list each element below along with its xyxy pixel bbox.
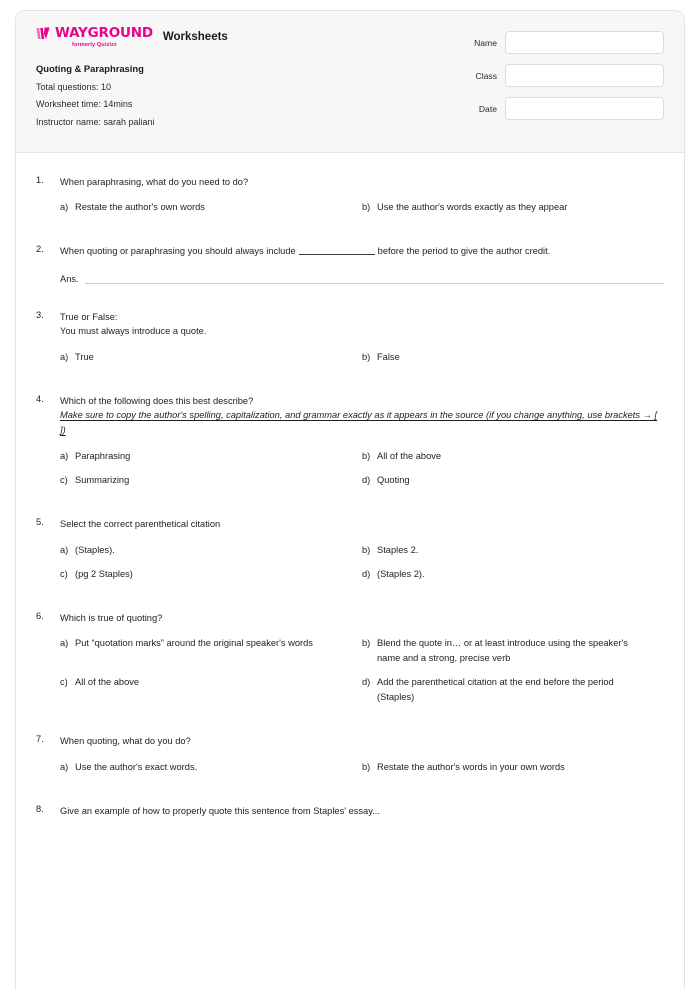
option-letter: d) [362,475,371,486]
option-c[interactable] [60,675,362,705]
question-item [36,734,664,783]
class-label: Class [475,70,497,81]
option-text: Restate the author's own words [75,202,205,213]
total-questions: Total questions: 10 [36,81,112,92]
question-text: Which is true of quoting? [60,612,163,623]
question-options [60,636,664,714]
option-letter: d) [362,677,371,688]
option-text: Add the parenthetical citation at the end before the period (Staples) [377,677,614,703]
option-text: Paraphrasing [75,451,131,462]
option-text: Use the author's words exactly as they appear [377,202,568,213]
option-a[interactable] [60,543,362,558]
page-title: Worksheets [162,31,228,43]
question-number: 6. [36,610,44,621]
question-number: 7. [36,734,44,745]
question-number: 8. [36,803,44,814]
option-b[interactable] [362,636,664,666]
question-body [60,517,664,591]
option-text: Put “quotation marks” around the original speaker's words [75,638,313,649]
question-number: 1. [36,175,44,185]
worksheet-card [15,10,685,990]
worksheet-time: Worksheet time: 14mins [36,99,133,110]
option-b[interactable] [362,200,664,215]
option-b[interactable] [362,760,664,775]
option-text: All of the above [377,451,442,462]
option-letter: a) [60,451,69,462]
option-d[interactable] [362,473,664,488]
option-text: (Staples). [75,544,115,555]
question-text: Which of the following does this best describe? [60,395,254,406]
option-d[interactable] [362,567,664,582]
question-item [36,175,664,224]
option-letter: a) [60,544,69,555]
question-body [60,310,664,374]
question-text [60,244,664,258]
option-text: True [75,351,94,362]
answer-line[interactable] [85,273,664,284]
option-text: Use the author's exact words. [75,761,198,772]
question-item [36,394,664,498]
question-text-before: When quoting or paraphrasing you should always include [60,246,296,257]
logo-wordmark: WAYGROUND [55,25,153,41]
question-options [60,449,664,497]
wayground-logo[interactable] [36,27,153,49]
question-body [60,611,664,715]
instructor-name: Instructor name: sarah paliani [36,117,155,128]
question-item [36,611,664,715]
option-text: Staples 2. [377,544,419,555]
question-number: 2. [36,244,44,255]
option-c[interactable] [60,473,362,488]
question-options [60,543,664,591]
name-field-row [464,31,664,54]
question-text: Give an example of how to properly quote this sentence from Staples' essay... [60,805,380,816]
question-body [60,734,664,783]
option-d[interactable] [362,675,664,705]
option-b[interactable] [362,543,664,558]
option-a[interactable] [60,449,362,464]
option-a[interactable] [60,636,362,666]
question-options [60,760,664,784]
option-letter: b) [362,638,371,649]
option-text: Summarizing [75,475,130,486]
question-number: 5. [36,517,44,528]
questions-list [16,153,684,840]
option-letter: c) [60,568,68,579]
class-field-row [464,64,664,87]
option-letter: c) [60,677,68,688]
option-text: False [377,351,400,362]
worksheet-header [16,11,684,153]
name-label: Name [474,37,497,48]
question-body [60,804,664,818]
student-fields [464,31,664,130]
logo-top-row [36,27,153,41]
option-text: (pg 2 Staples) [75,568,133,579]
option-text: Restate the author's words in your own words [377,761,565,772]
question-item [36,310,664,374]
option-letter: b) [362,451,371,462]
question-text-after: before the period to give the author credit. [377,246,551,257]
question-quote: Make sure to copy the author's spelling, capitalization, and grammar exactly as it appears in the source (if you change anything, use brackets → [ ]) [60,410,658,436]
question-number: 4. [36,393,44,404]
option-letter: a) [60,761,69,772]
date-label: Date [478,103,497,114]
option-letter: a) [60,351,69,362]
logo-subtitle: formerly Quizizz [72,42,117,48]
wayground-logo-icon [36,27,52,40]
option-letter: c) [60,475,68,486]
question-subtext: You must always introduce a quote. [60,326,207,337]
answer-label: Ans. [60,273,79,284]
question-text: When paraphrasing, what do you need to do? [60,177,249,187]
question-body [60,175,664,224]
option-letter: b) [362,761,371,772]
date-field-row [464,97,664,120]
question-options [60,200,664,224]
option-letter: d) [362,568,371,579]
option-letter: b) [362,202,371,213]
option-b[interactable] [362,350,664,365]
option-text: (Staples 2). [377,568,425,579]
option-letter: b) [362,351,371,362]
worksheet-title: Quoting & Paraphrasing [36,62,144,74]
option-text: Blend the quote in… or at least introduce using the speaker's name and a strong, precise verb [377,638,628,664]
question-item [36,244,664,283]
question-number: 3. [36,309,44,320]
question-item [36,517,664,591]
name-input[interactable] [505,31,664,54]
question-options [60,350,664,374]
option-c[interactable] [60,567,362,582]
option-a[interactable] [60,760,362,775]
option-letter: a) [60,638,69,649]
question-body [60,394,664,498]
question-text: Select the correct parenthetical citation [60,519,221,530]
option-a[interactable] [60,200,362,215]
question-text: When quoting, what do you do? [60,736,191,747]
question-item [36,804,664,818]
date-input[interactable] [505,97,664,120]
question-body [60,244,664,283]
option-a[interactable] [60,350,362,365]
option-text: Quoting [377,475,410,486]
answer-row [60,273,664,284]
option-letter: a) [60,202,69,213]
option-text: All of the above [75,677,140,688]
option-letter: b) [362,544,371,555]
class-input[interactable] [505,64,664,87]
fill-blank[interactable] [299,254,375,255]
question-text: True or False: [60,311,118,322]
option-b[interactable] [362,449,664,464]
